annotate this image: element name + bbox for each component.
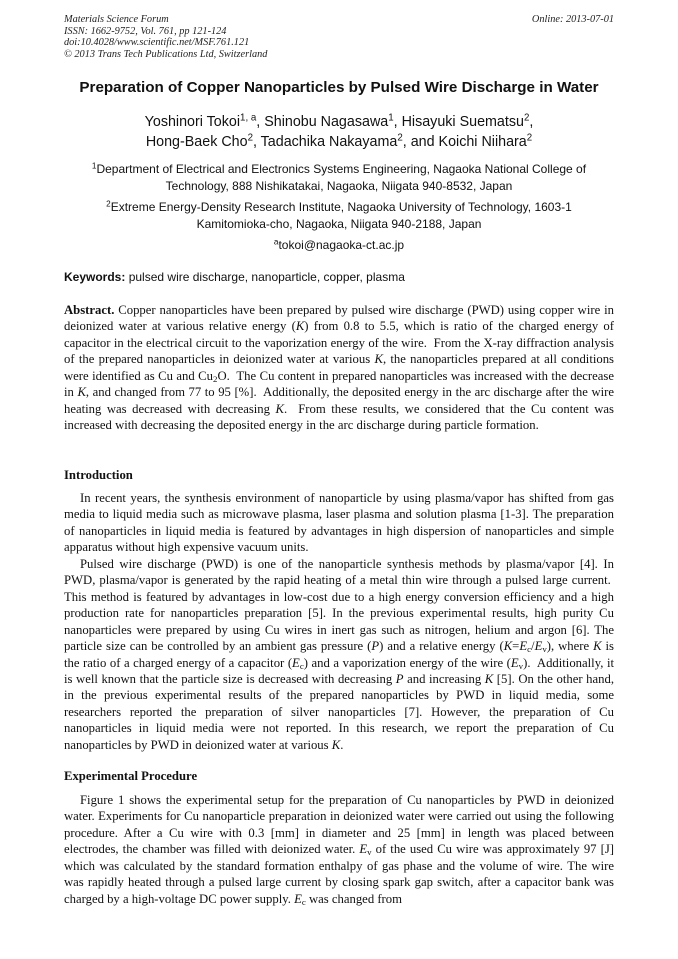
author: Shinobu Nagasawa$^1$ — [264, 112, 394, 130]
journal-name: Materials Science Forum — [64, 14, 169, 25]
issn-line: ISSN: 1662-9752, Vol. 761, pp 121-124 — [64, 25, 227, 37]
affiliation: $^1$Department of Electrical and Electronics Systems Engineering, Nagaoka National College of Technology, 888 Nishikatakai, Nagaoka, Niigata 940-8532, Japan — [91, 161, 587, 193]
author: Yoshinori Tokoi$^{1, a}$ — [144, 112, 257, 130]
experimental-heading: Experimental Procedure — [64, 769, 198, 783]
online-date: Online: 2013-07-01 — [531, 14, 614, 25]
affiliations — [70, 161, 608, 259]
paragraph: Figure 1 shows the experimental setup for the preparation of Cu nanoparticles by PWD in deionized water. Experiments for Cu nanoparticle preparation in deionized water were carried out using the following procedure. After a Cu wire with 0.3 [mm] in diameter and 25 [mm] in length was placed between electrodes, the chamber was filled with deionized water. $E_v$ of the used Cu wire was approximately 97 [J] which was calculated by the standard formation enthalpy of gas phase and the volume of wire. The wire was rapidly heated through a pulsed large current by closing spark gap switch, after a capacitor bank was charged by a high-voltage DC power supply. $E_c$ was changed from — [64, 793, 614, 907]
author-list: Yoshinori Tokoi$^{1, a}$, Shinobu Nagasawa$^1$, Hisayuki Suematsu$^2$, Hong-Baek Cho$^2$, Tadachika Nakayama$^2$, and Koichi Niihara$^2$ — [144, 112, 534, 150]
author: Hisayuki Suematsu$^2$ — [401, 112, 530, 130]
affiliation: $^2$Extreme Energy-Density Research Institute, Nagaoka University of Technology, 1603-1 Kamitomioka-cho, Nagaoka, Niigata 940-2188, Japan — [106, 199, 572, 231]
author: Tadachika Nakayama$^2$ — [260, 132, 403, 150]
experimental-body — [64, 792, 614, 907]
paragraph: In recent years, the synthesis environment of nanoparticle by using plasma/vapor has shifted from gas media to liquid media such as microwave plasma, laser plasma and solution plasma [1-3]. The preparation of nanoparticles in liquid media is featured by advantages in high dispersion of nanoparticles and simple apparatus without high expensive vacuum units. — [64, 491, 614, 555]
introduction-body — [64, 490, 614, 753]
contact-email: $^a$tokoi@nagaoka-ct.ac.jp — [273, 237, 405, 252]
paragraph: Pulsed wire discharge (PWD) is one of the nanoparticle synthesis methods by plasma/vapor [4]. In PWD, plasma/vapor is generated by the rapid heating of a metal thin wire through a pulsed large current. This method is featured by advantages in low-cost due to a high energy conversion efficiency and a high production rate for nanoparticles preparation [5]. In the previous experimental results, high purity Cu nanoparticles were prepared by using Cu wires in inert gas such as nitrogen, helium and argon [6]. The particle size can be controlled by an ambient gas pressure (P) and a relative energy $(K=E_c/E_v)$, where K is the ratio of a charged energy of a capacitor $(E_c)$ and a vaporization energy of the wire $(E_v)$. Additionally, it is well known that the particle size is decreased with decreasing P and increasing K [5]. On the other hand, in the previous experimental results of the prepared nanoparticles by PWD in liquid media, some researchers reported the preparation of silver nanoparticles [7]. However, the preparation of Cu nanoparticles in liquid media were not reported. In this research, we report the preparation of Cu nanoparticles by PWD in deionized water at various K. — [64, 556, 614, 752]
author: Hong-Baek Cho$^2$ — [145, 132, 253, 150]
keywords-text: pulsed wire discharge, nanoparticle, copper, plasma — [128, 270, 405, 284]
keywords-label: Keywords: — [64, 270, 126, 284]
copyright-line: © 2013 Trans Tech Publications Ltd, Switzerland — [64, 48, 268, 60]
author: Koichi Niihara$^2$ — [438, 132, 533, 150]
doi-line: doi:10.4028/www.scientific.net/MSF.761.121 — [64, 37, 250, 49]
introduction-heading: Introduction — [64, 468, 133, 482]
keywords — [64, 270, 614, 284]
journal-header — [64, 14, 267, 60]
abstract-label: Abstract. — [64, 303, 115, 317]
paper-title: Preparation of Copper Nanoparticles by Pulsed Wire Discharge in Water — [79, 79, 599, 96]
abstract-paragraph: Abstract. Copper nanoparticles have been prepared by pulsed wire discharge (PWD) using copper wire in deionized water at various relative energy (K) from 0.8 to 5.5, which is ratio of the charged energy of capacitor in the electrical circuit to the vaporization energy of the wire. From the X-ray diffraction analysis of the prepared nanoparticles in deionized water at various K, the nanoparticles prepared at all conditions were identified as Cu and $Cu_2O$. The Cu content in prepared nanoparticles was increased with the decrease in K, and changed from 77 to 95 [%]. Additionally, the deposited energy in the arc discharge after the wire heating was decreased with decreasing K. From these results, we considered that the Cu content was increased with decreasing the deposited energy in the arc discharge during particle formation. — [64, 303, 615, 433]
abstract — [64, 302, 614, 434]
